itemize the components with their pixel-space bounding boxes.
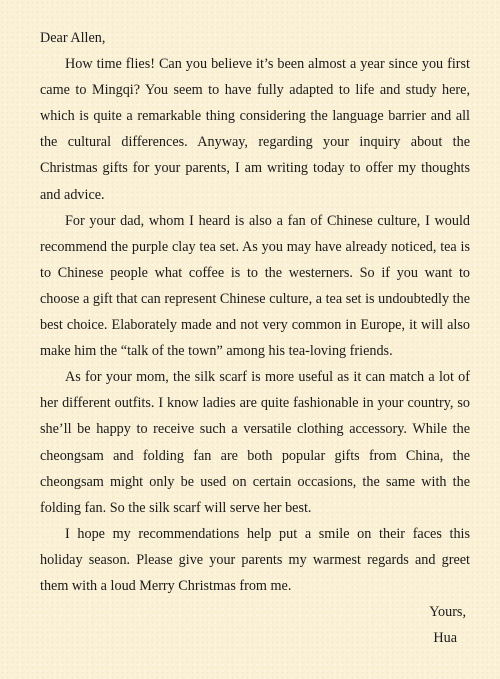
paragraph-closing-wishes: I hope my recommendations help put a smile on their faces this holiday season. Please give your parents my warmest regards and greet them with a loud Merry Christmas from me. bbox=[40, 525, 470, 594]
paragraph-intro: How time flies! Can you believe it’s been almost a year since you first came to Mingqi? You seem to have fully adapted to life and study here, which is quite a remarkable thing considering the language barrier and all the cultural differences. Anyway, regarding your inquiry about the Christmas gifts for your parents, I am writing today to offer my thoughts and advice. bbox=[40, 56, 470, 203]
closing: Yours, bbox=[429, 604, 466, 621]
signature: Hua bbox=[433, 630, 457, 647]
paragraph-mom-gift: As for your mom, the silk scarf is more useful as it can match a lot of her different outfits. I know ladies are quite fashionable in your country, so she’ll be happy to receive such a versatile clothing accessory. While the cheongsam and folding fan are both popular gifts from China, the cheongsam might only be used on certain occasions, the same with the folding fan. So the silk scarf will serve her best. bbox=[40, 369, 470, 516]
paragraph-dad-gift: For your dad, whom I heard is also a fan of Chinese culture, I would recommend the purple clay tea set. As you may have already noticed, tea is to Chinese people what coffee is to the westerners. So if you want to choose a gift that can represent Chinese culture, a tea set is undoubtedly the best choice. Elaborately made and not very common in Europe, it will also make him the “talk of the town” among his tea-loving friends. bbox=[40, 212, 470, 360]
closing-block bbox=[40, 599, 470, 651]
salutation: Dear Allen, bbox=[40, 30, 106, 46]
